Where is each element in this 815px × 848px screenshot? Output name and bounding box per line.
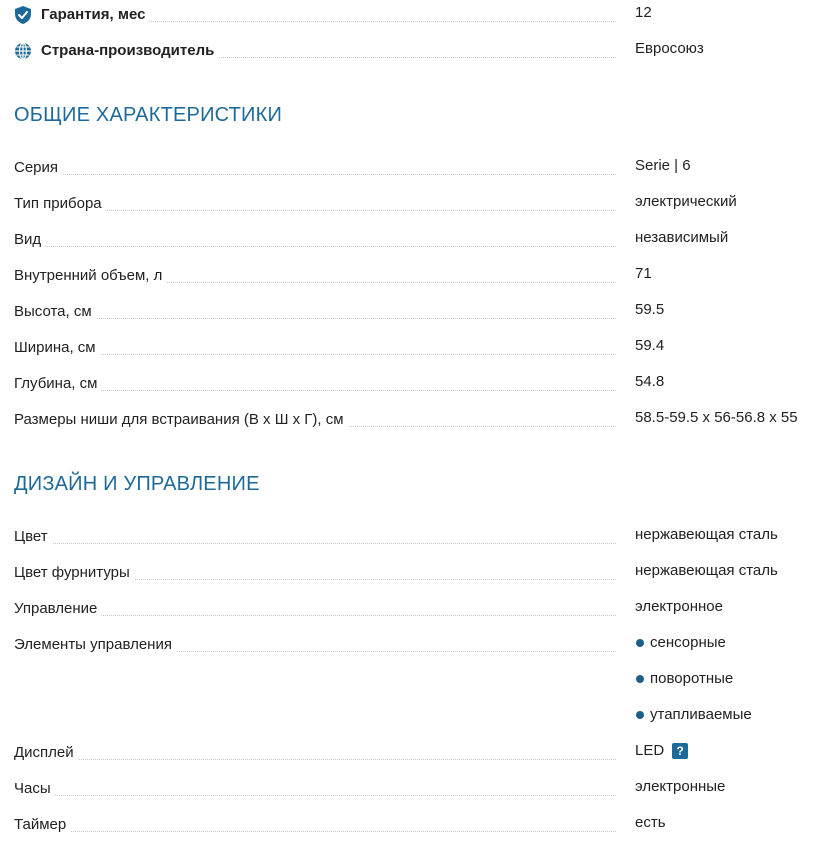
dotted-leader <box>14 795 616 796</box>
spec-label: Часы <box>14 780 55 798</box>
spec-row <box>14 522 809 546</box>
spec-label: Управление <box>14 600 101 618</box>
spec-label: Внутренний объем, л <box>14 267 166 285</box>
spec-value: Serie | 6 <box>635 157 691 174</box>
spec-label: Высота, см <box>14 303 96 321</box>
spec-row <box>14 810 809 834</box>
spec-row-country <box>14 36 809 60</box>
dotted-leader <box>14 831 616 832</box>
spec-value: электронные <box>635 778 726 795</box>
spec-value-item <box>635 634 726 652</box>
spec-row <box>14 333 809 357</box>
spec-value: есть <box>635 814 666 831</box>
section-title-general: ОБЩИЕ ХАРАКТЕРИСТИКИ <box>14 104 283 126</box>
spec-value: 54.8 <box>635 373 665 390</box>
spec-value: электронное <box>635 598 723 615</box>
spec-value: нержавеющая сталь <box>635 526 778 543</box>
bullet-icon <box>636 711 644 719</box>
spec-label: Ширина, см <box>14 339 100 357</box>
spec-label: Цвет фурнитуры <box>14 564 134 582</box>
spec-row <box>14 738 809 762</box>
spec-row <box>14 225 809 249</box>
spec-label: Цвет <box>14 528 52 546</box>
spec-label: Дисплей <box>14 744 78 762</box>
bullet-icon <box>636 675 644 683</box>
shield-check-icon <box>14 6 32 24</box>
dotted-leader <box>14 246 616 247</box>
section-title-design: ДИЗАЙН И УПРАВЛЕНИЕ <box>14 473 260 495</box>
spec-label: Глубина, см <box>14 375 101 393</box>
spec-row <box>14 297 809 321</box>
spec-label: Вид <box>14 231 45 249</box>
spec-value: 12 <box>635 4 652 21</box>
spec-value-item <box>635 742 688 760</box>
spec-value: утапливаемые <box>650 706 752 723</box>
dotted-leader <box>14 390 616 391</box>
spec-row <box>14 594 809 618</box>
globe-icon <box>14 42 32 60</box>
spec-row-continuation <box>14 666 809 690</box>
spec-value-item <box>635 670 733 688</box>
dotted-leader <box>14 318 616 319</box>
dotted-leader <box>14 354 616 355</box>
spec-row <box>14 189 809 213</box>
spec-row <box>14 630 809 654</box>
spec-label: Тип прибора <box>14 195 106 213</box>
spec-value: электрический <box>635 193 737 210</box>
spec-value: нержавеющая сталь <box>635 562 778 579</box>
spec-row-continuation <box>14 702 809 726</box>
dotted-leader <box>14 759 616 760</box>
spec-value: Евросоюз <box>635 40 704 57</box>
help-icon[interactable]: ? <box>672 743 688 759</box>
spec-label: Размеры ниши для встраивания (В х Ш х Г), см <box>14 411 348 429</box>
spec-row-warranty <box>14 0 809 24</box>
dotted-leader <box>14 174 616 175</box>
spec-label: Серия <box>14 159 62 177</box>
spec-value: сенсорные <box>650 634 726 651</box>
spec-label: Таймер <box>14 816 70 834</box>
spec-row <box>14 774 809 798</box>
dotted-leader <box>14 615 616 616</box>
spec-row <box>14 558 809 582</box>
spec-value: поворотные <box>650 670 734 687</box>
spec-row <box>14 261 809 285</box>
bullet-icon <box>636 639 644 647</box>
spec-row <box>14 153 809 177</box>
spec-value-item <box>635 706 752 724</box>
spec-value: 59.4 <box>635 337 665 354</box>
spec-label: Элементы управления <box>14 636 176 654</box>
spec-value: 59.5 <box>635 301 665 318</box>
spec-label: Гарантия, мес <box>41 6 146 23</box>
spec-value: 71 <box>635 265 652 282</box>
dotted-leader <box>14 543 616 544</box>
spec-value: независимый <box>635 229 729 246</box>
spec-row <box>14 369 809 393</box>
spec-label: Страна-производитель <box>41 42 215 59</box>
spec-value: LED <box>635 742 665 759</box>
spec-row <box>14 405 809 429</box>
spec-value: 58.5-59.5 х 56-56.8 х 55 <box>635 409 798 426</box>
